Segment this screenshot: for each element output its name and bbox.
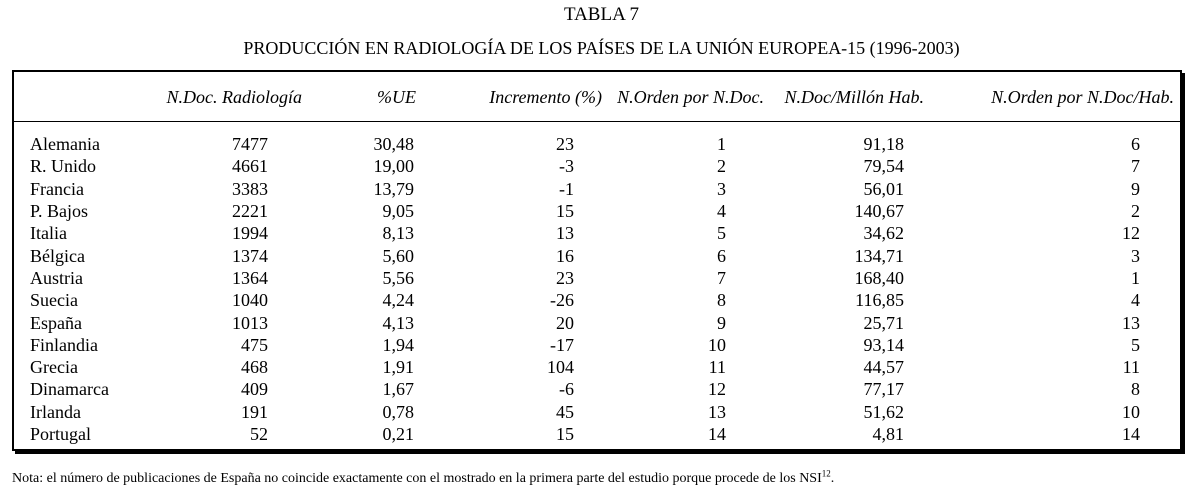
cell-ndoc: 7477 bbox=[232, 134, 268, 155]
cell-ndoc-million: 79,54 bbox=[863, 156, 904, 177]
cell-ndoc-million: 44,57 bbox=[863, 357, 904, 378]
cell-country: R. Unido bbox=[30, 156, 97, 177]
cell-pct-ue: 1,67 bbox=[382, 379, 414, 400]
cell-ndoc: 4661 bbox=[232, 156, 268, 177]
cell-country: Italia bbox=[30, 223, 67, 244]
cell-country: Dinamarca bbox=[30, 379, 109, 400]
cell-increment: 104 bbox=[547, 357, 574, 378]
cell-order-ndoc-hab: 3 bbox=[1131, 245, 1140, 266]
cell-increment: 20 bbox=[556, 312, 574, 333]
cell-pct-ue: 19,00 bbox=[373, 156, 414, 177]
table-row bbox=[14, 200, 1180, 222]
cell-order-ndoc: 11 bbox=[708, 357, 726, 378]
table-title: PRODUCCIÓN EN RADIOLOGÍA DE LOS PAÍSES DE LA UNIÓN EUROPEA-15 (1996-2003) bbox=[243, 38, 960, 58]
cell-order-ndoc-hab: 6 bbox=[1131, 134, 1140, 155]
cell-ndoc-million: 91,18 bbox=[863, 134, 904, 155]
table-row bbox=[14, 423, 1180, 445]
table-number: TABLA 7 bbox=[563, 4, 639, 25]
cell-pct-ue: 0,78 bbox=[382, 401, 414, 422]
cell-ndoc-million: 116,85 bbox=[855, 290, 904, 311]
cell-increment: 15 bbox=[556, 424, 574, 444]
cell-order-ndoc: 2 bbox=[717, 156, 726, 177]
cell-ndoc: 52 bbox=[250, 424, 268, 444]
cell-order-ndoc: 3 bbox=[717, 178, 726, 199]
table-row bbox=[14, 267, 1180, 289]
footnote bbox=[12, 468, 835, 487]
header-row bbox=[14, 72, 1180, 122]
cell-ndoc-million: 168,40 bbox=[854, 267, 904, 288]
cell-ndoc: 409 bbox=[241, 379, 268, 400]
cell-ndoc: 3383 bbox=[232, 178, 268, 199]
column-header-order-ndoc: N.Orden por N.Doc. bbox=[617, 86, 764, 107]
cell-order-ndoc-hab: 7 bbox=[1131, 156, 1140, 177]
cell-country: Grecia bbox=[30, 357, 78, 378]
cell-increment: -26 bbox=[550, 290, 574, 311]
cell-order-ndoc: 4 bbox=[717, 201, 726, 222]
cell-pct-ue: 1,91 bbox=[382, 357, 414, 378]
column-header-order-ndoc-hab: N.Orden por N.Doc/Hab. bbox=[991, 86, 1174, 107]
cell-pct-ue: 30,48 bbox=[373, 134, 414, 155]
cell-pct-ue: 1,94 bbox=[382, 334, 414, 355]
cell-country: P. Bajos bbox=[30, 201, 89, 222]
cell-increment: -3 bbox=[559, 156, 574, 177]
cell-country: España bbox=[30, 312, 82, 333]
cell-ndoc: 1994 bbox=[232, 223, 268, 244]
cell-order-ndoc: 5 bbox=[717, 223, 726, 244]
cell-increment: 23 bbox=[556, 134, 574, 155]
cell-ndoc-million: 140,67 bbox=[854, 201, 904, 222]
cell-order-ndoc: 14 bbox=[708, 424, 726, 444]
cell-pct-ue: 0,21 bbox=[382, 424, 414, 444]
cell-ndoc: 191 bbox=[241, 401, 268, 422]
cell-increment: 16 bbox=[556, 245, 574, 266]
cell-ndoc: 475 bbox=[241, 334, 268, 355]
cell-country: Suecia bbox=[30, 290, 78, 311]
cell-order-ndoc: 10 bbox=[708, 334, 726, 355]
cell-country: Alemania bbox=[30, 134, 100, 155]
table-row bbox=[14, 356, 1180, 378]
cell-country: Irlanda bbox=[30, 401, 81, 422]
footnote-reference: 12 bbox=[821, 468, 831, 479]
cell-country: Portugal bbox=[30, 424, 91, 444]
cell-ndoc-million: 56,01 bbox=[863, 178, 904, 199]
cell-ndoc: 468 bbox=[241, 357, 268, 378]
cell-ndoc-million: 4,81 bbox=[872, 424, 904, 444]
cell-pct-ue: 4,13 bbox=[382, 312, 414, 333]
table-frame bbox=[12, 70, 1182, 451]
cell-increment: 45 bbox=[556, 401, 574, 422]
cell-country: Bélgica bbox=[30, 245, 85, 266]
cell-ndoc: 1013 bbox=[232, 312, 268, 333]
cell-ndoc: 1374 bbox=[232, 245, 268, 266]
table-row bbox=[14, 222, 1180, 244]
cell-ndoc-million: 25,71 bbox=[863, 312, 904, 333]
cell-ndoc: 1040 bbox=[232, 290, 268, 311]
cell-order-ndoc-hab: 12 bbox=[1122, 223, 1140, 244]
table-row bbox=[14, 289, 1180, 311]
cell-pct-ue: 9,05 bbox=[382, 201, 414, 222]
cell-order-ndoc: 8 bbox=[717, 290, 726, 311]
cell-pct-ue: 5,60 bbox=[382, 245, 414, 266]
cell-order-ndoc-hab: 1 bbox=[1131, 267, 1140, 288]
table-row bbox=[14, 334, 1180, 356]
cell-order-ndoc: 13 bbox=[708, 401, 726, 422]
table-row bbox=[14, 122, 1180, 155]
cell-pct-ue: 4,24 bbox=[382, 290, 414, 311]
footnote-text: Nota: el número de publicaciones de España no coincide exactamente con el mostrado en la primera parte del estudio porque procede de los NSI bbox=[12, 471, 822, 486]
cell-ndoc-million: 51,62 bbox=[863, 401, 904, 422]
cell-increment: 15 bbox=[556, 201, 574, 222]
cell-order-ndoc-hab: 2 bbox=[1131, 201, 1140, 222]
column-header-pct-ue: %UE bbox=[377, 86, 416, 107]
footnote-end: . bbox=[830, 471, 835, 486]
cell-order-ndoc-hab: 5 bbox=[1131, 334, 1140, 355]
data-table bbox=[14, 72, 1180, 445]
cell-country: Finlandia bbox=[30, 334, 98, 355]
cell-ndoc-million: 77,17 bbox=[863, 379, 904, 400]
cell-ndoc-million: 134,71 bbox=[854, 245, 904, 266]
cell-ndoc: 1364 bbox=[232, 267, 268, 288]
cell-ndoc-million: 34,62 bbox=[863, 223, 904, 244]
table-row bbox=[14, 311, 1180, 333]
cell-ndoc-million: 93,14 bbox=[863, 334, 904, 355]
cell-order-ndoc: 12 bbox=[708, 379, 726, 400]
table-row bbox=[14, 155, 1180, 177]
cell-increment: -17 bbox=[550, 334, 574, 355]
cell-order-ndoc-hab: 10 bbox=[1122, 401, 1140, 422]
cell-order-ndoc-hab: 4 bbox=[1131, 290, 1140, 311]
cell-pct-ue: 8,13 bbox=[382, 223, 414, 244]
cell-order-ndoc-hab: 9 bbox=[1131, 178, 1140, 199]
cell-order-ndoc-hab: 8 bbox=[1131, 379, 1140, 400]
cell-order-ndoc: 9 bbox=[717, 312, 726, 333]
cell-order-ndoc: 7 bbox=[717, 267, 726, 288]
cell-country: Francia bbox=[30, 178, 84, 199]
cell-ndoc: 2221 bbox=[232, 201, 268, 222]
table-row bbox=[14, 401, 1180, 423]
cell-order-ndoc-hab: 13 bbox=[1122, 312, 1140, 333]
column-header-ndoc: N.Doc. Radiología bbox=[166, 86, 302, 107]
table-row bbox=[14, 178, 1180, 200]
column-header-ndoc-million: N.Doc/Millón Hab. bbox=[784, 86, 924, 107]
table-row bbox=[14, 244, 1180, 266]
cell-pct-ue: 13,79 bbox=[373, 178, 414, 199]
column-header-increment: Incremento (%) bbox=[489, 86, 602, 107]
cell-order-ndoc: 6 bbox=[717, 245, 726, 266]
cell-order-ndoc-hab: 11 bbox=[1122, 357, 1140, 378]
column-header-country bbox=[14, 72, 134, 122]
cell-increment: 23 bbox=[556, 267, 574, 288]
cell-pct-ue: 5,56 bbox=[382, 267, 414, 288]
cell-order-ndoc-hab: 14 bbox=[1122, 424, 1140, 444]
cell-order-ndoc: 1 bbox=[717, 134, 726, 155]
table-row bbox=[14, 378, 1180, 400]
cell-increment: -6 bbox=[559, 379, 574, 400]
cell-increment: 13 bbox=[556, 223, 574, 244]
cell-increment: -1 bbox=[559, 178, 574, 199]
cell-country: Austria bbox=[30, 267, 83, 288]
